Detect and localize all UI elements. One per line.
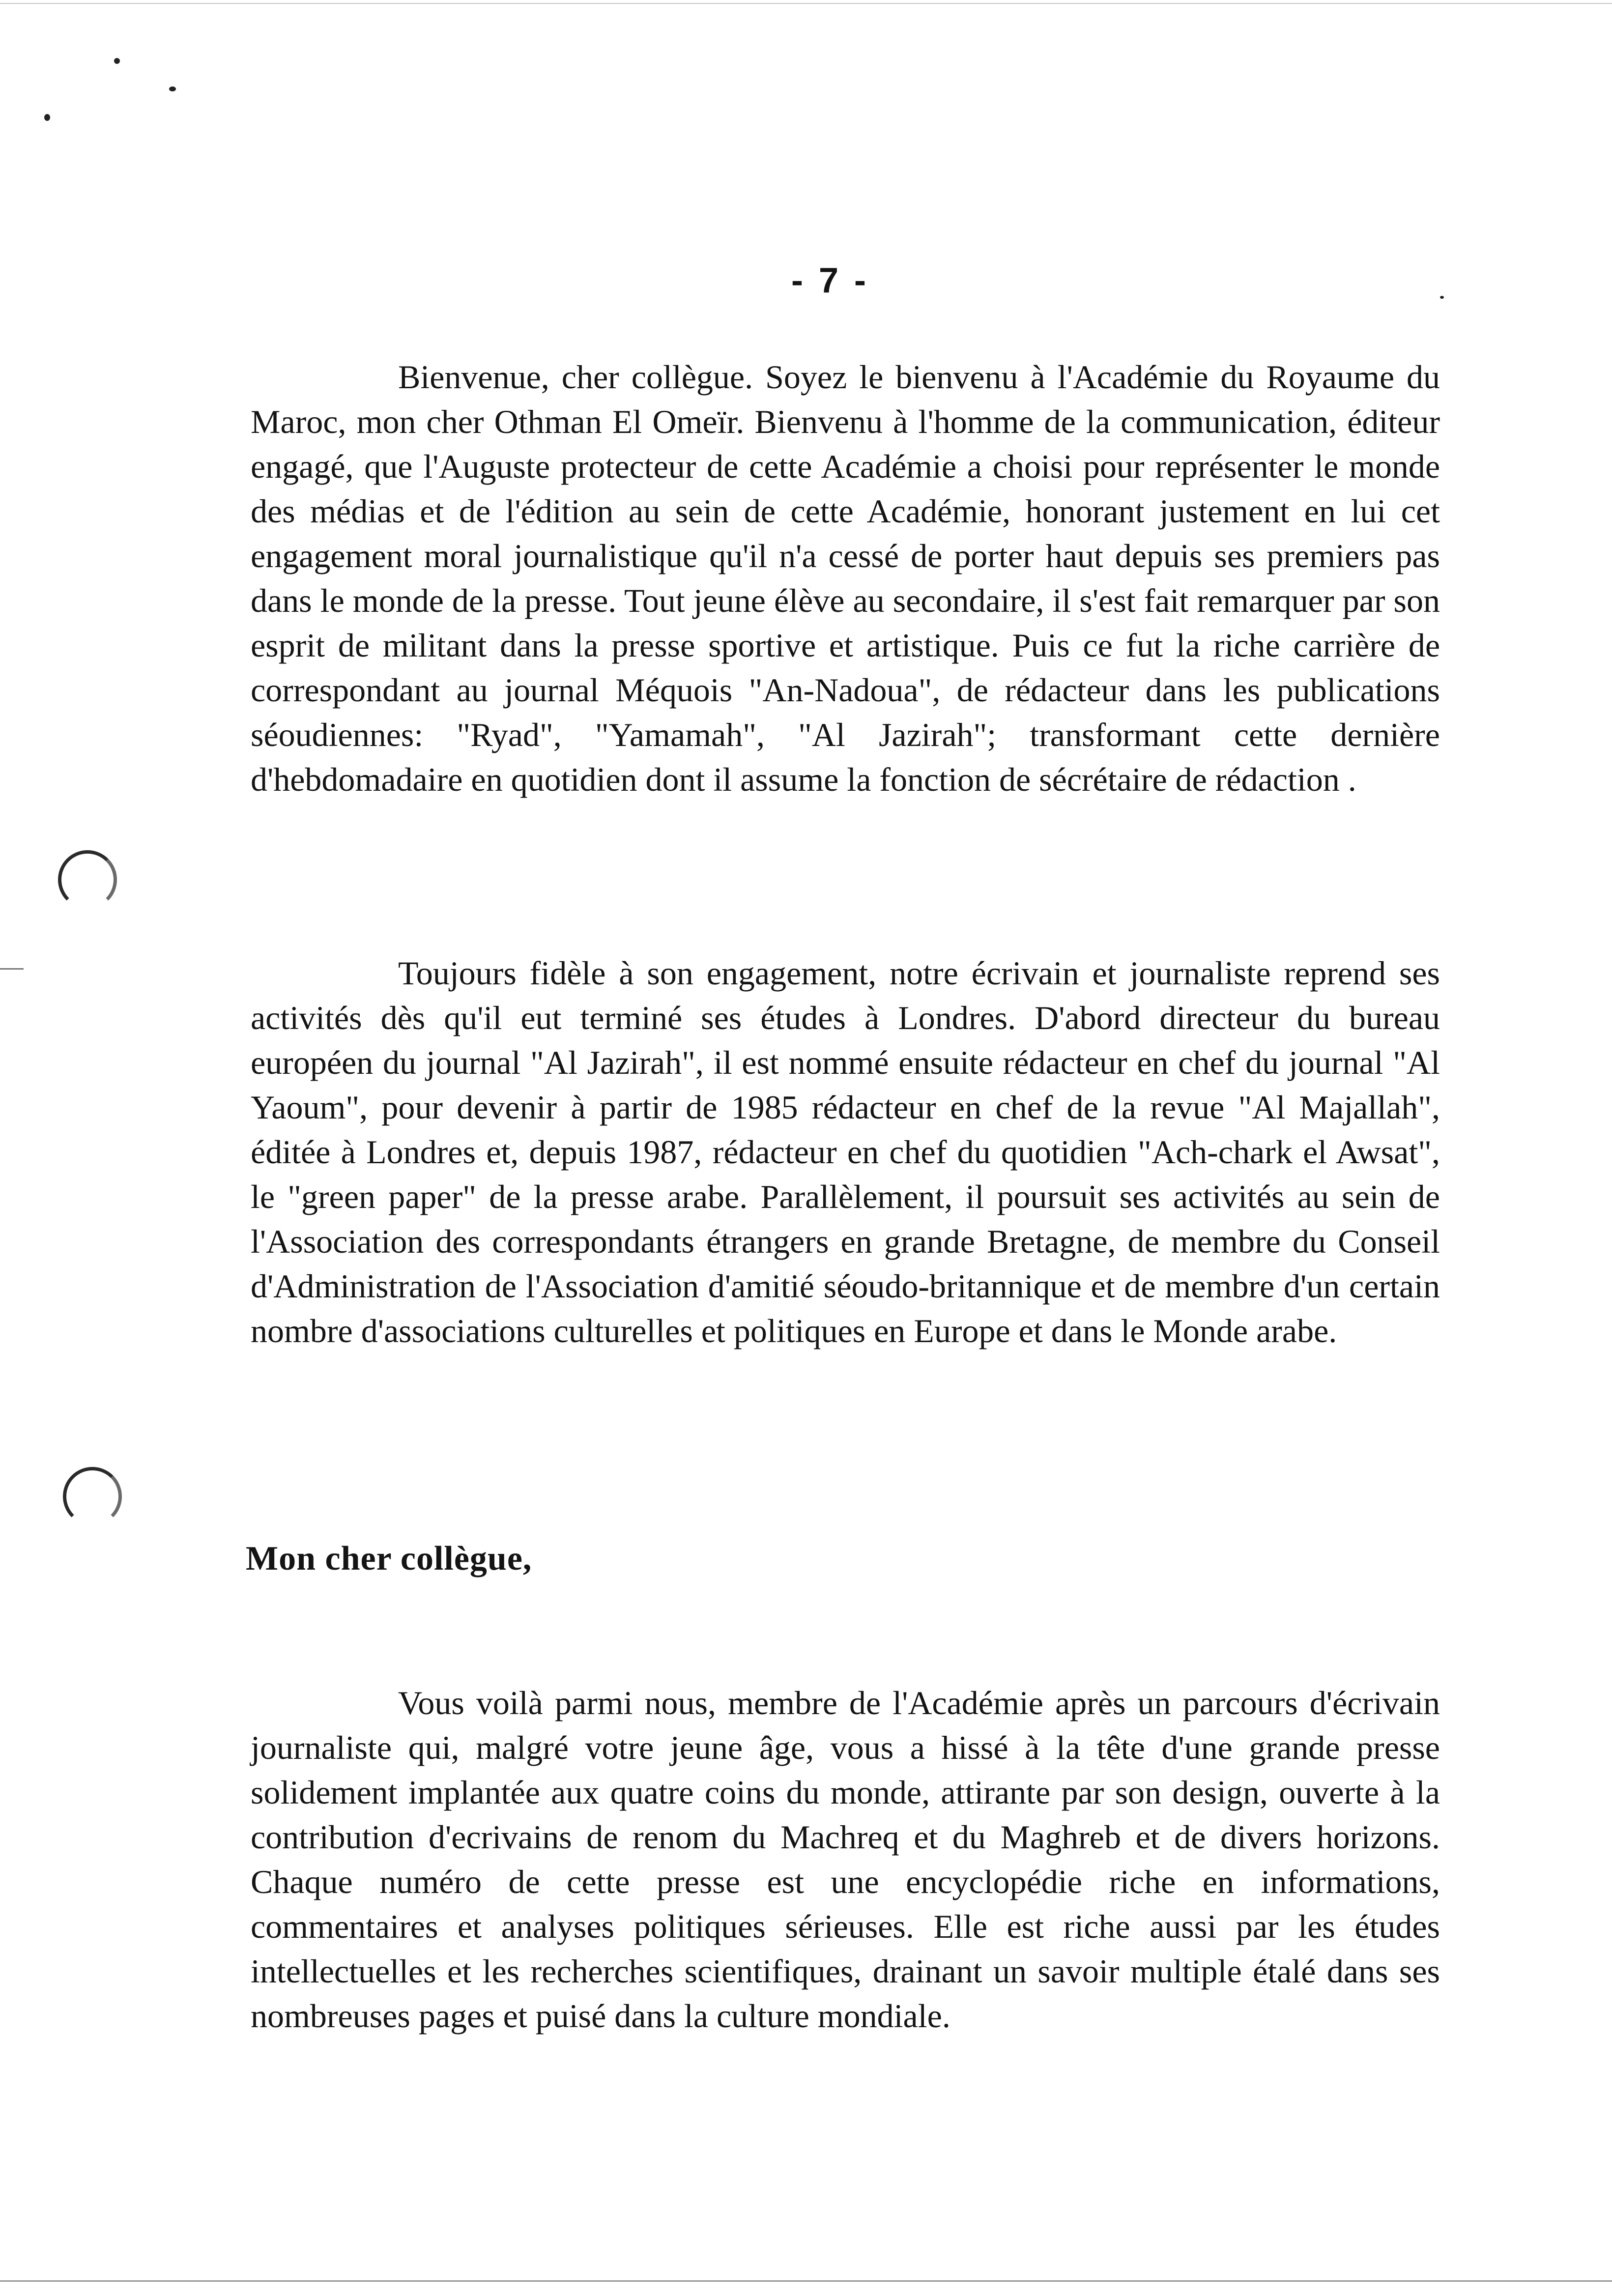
margin-mark bbox=[0, 968, 24, 970]
scan-speck bbox=[114, 58, 120, 64]
page-edge-bottom bbox=[0, 2280, 1612, 2282]
paragraph-career: Toujours fidèle à son engagement, notre écrivain et journaliste reprend ses activités dès qu'il eut terminé ses études à Londres. D'abord directeur du bureau européen du journal "Al Jazirah", il est nommé ensuite rédacteur en chef du journal "Al Yaoum", pour devenir à partir de 1985 rédacteur en chef de la revue "Al Majallah", éditée à Londres et, depuis 1987, rédacteur en chef du quotidien "Ach-chark el Awsat", le "green paper" de la presse arabe. Parallèlement, il poursuit ses activités au sein de l'Association des correspondants étrangers en grande Bretagne, de membre du Conseil d'Administration de l'Association d'amitié séoudo-britannique et de membre d'un certain nombre d'associations culturelles et politiques en Europe et dans le Monde arabe. bbox=[251, 954, 1440, 1349]
salutation-heading: Mon cher collègue, bbox=[246, 1540, 532, 1578]
scan-speck bbox=[169, 86, 176, 91]
page-edge-top bbox=[0, 3, 1612, 4]
paragraph-welcome: Bienvenue, cher collègue. Soyez le bienvenu à l'Académie du Royaume du Maroc, mon cher Othman El Omeïr. Bienvenu à l'homme de la communication, éditeur engagé, que l'Auguste protecteur de cette Académie a choisi pour représenter le monde des médias et de l'édition au sein de cette Académie, honorant justement en lui cet engagement moral journalistique qu'il n'a cessé de porter haut depuis ses premiers pas dans le monde de la presse. Tout jeune élève au secondaire, il s'est fait remarquer par son esprit de militant dans la presse sportive et artistique. Puis ce fut la riche carrière de correspondant au journal Méquois "An-Nadoua", de rédacteur dans les publications séoudiennes: "Ryad", "Yamamah", "Al Jazirah"; transformant cette dernière d'hebdomadaire en quotidien dont il assume la fonction de sécrétaire de rédaction . bbox=[251, 358, 1440, 798]
scan-speck bbox=[44, 114, 50, 121]
paragraph-achievements: Vous voilà parmi nous, membre de l'Académie après un parcours d'écrivain journaliste qui, malgré votre jeune âge, vous a hissé à la tête d'une grande presse solidement implantée aux quatre coins du monde, attirante par son design, ouverte à la contribution d'ecrivains de renom du Machreq et du Maghreb et de divers horizons. Chaque numéro de cette presse est une encyclopédie riche en informations, commentaires et analyses politiques sérieuses. Elle est riche aussi par les études intellectuelles et les recherches scientifiques, drainant un savoir multiple étalé dans ses nombreuses pages et puisé dans la culture mondiale. bbox=[251, 1684, 1440, 2035]
punch-hole-upper bbox=[58, 850, 117, 909]
scan-speck bbox=[1440, 296, 1444, 299]
punch-hole-lower bbox=[63, 1467, 122, 1526]
page-number: - 7 - bbox=[791, 261, 869, 300]
